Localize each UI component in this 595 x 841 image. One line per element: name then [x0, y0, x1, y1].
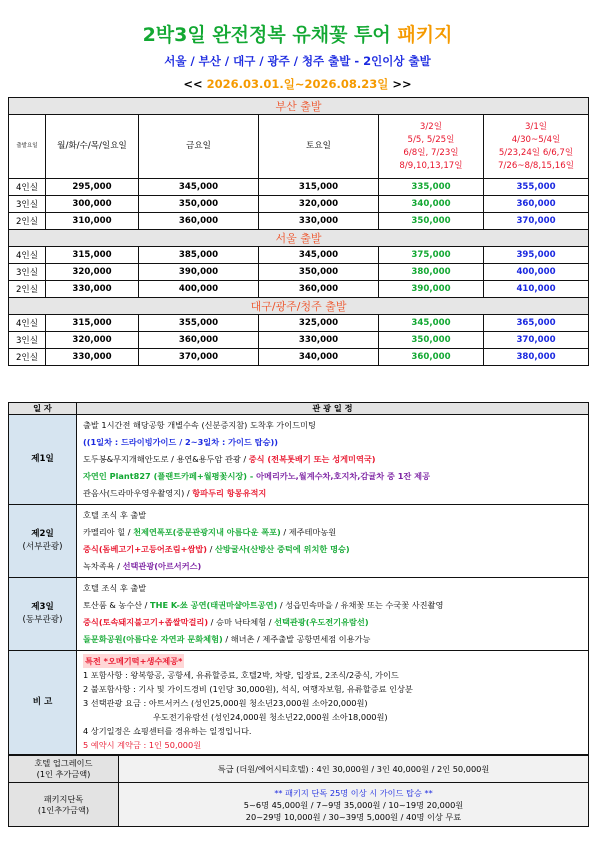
price-cell: 350,000	[259, 264, 379, 281]
price-cell: 380,000	[379, 264, 484, 281]
day1-line: 출발 1시간전 해당공항 개별수속 (신분증지참) 도착후 가이드미팅	[83, 420, 316, 430]
package-private-price	[119, 783, 589, 827]
dates-close: >>	[392, 77, 412, 91]
special-date-line: 7/26~8/8,15,16일	[498, 160, 574, 171]
special-date-line: 3/2일	[419, 121, 443, 132]
price-cell: 355,000	[139, 315, 259, 332]
price-row	[9, 332, 589, 349]
page-title	[0, 20, 595, 47]
hotel-upgrade-label: 호텔 업그레이드 (1인 추가금액)	[9, 756, 119, 783]
price-cell: 360,000	[139, 332, 259, 349]
price-cell: 395,000	[484, 247, 589, 264]
price-cell: 365,000	[484, 315, 589, 332]
special-date-line: 3/1일	[524, 121, 548, 132]
price-cell: 355,000	[484, 179, 589, 196]
note-line: 1 포함사항 : 왕복항공, 공항세, 유류할증료, 호텔2박, 차량, 입장료, 2조식/2중식, 가이드	[83, 669, 399, 680]
price-cell: 370,000	[484, 332, 589, 349]
day3-line: 호텔 조식 후 출발	[83, 583, 147, 593]
room-type: 3인실	[9, 332, 46, 349]
special-date-line: 8/9,10,13,17일	[399, 160, 463, 171]
room-type: 2인실	[9, 213, 46, 230]
price-cell: 310,000	[46, 213, 139, 230]
price-cell: 325,000	[259, 315, 379, 332]
price-cell: 375,000	[379, 247, 484, 264]
note-line: 3 선택관광 요금 : 아트서커스 (성인25,000원 청소년23,000원 소아20,000원)	[83, 697, 368, 708]
price-cell: 320,000	[46, 264, 139, 281]
day1-line: 자연인 Plant827 (플랜트카페+월평꽃시장) - 아메리카노,월계수차,호지차,감귤차 중 1잔 제공	[83, 471, 430, 481]
day2-plan	[77, 505, 589, 578]
day1-plan	[77, 415, 589, 505]
price-cell: 360,000	[379, 349, 484, 366]
package-private-label: 패키지단독 (1인추가금액)	[9, 783, 119, 827]
price-cell: 315,000	[259, 179, 379, 196]
room-type: 2인실	[9, 349, 46, 366]
price-cell: 330,000	[259, 213, 379, 230]
section-header: 부산 출발	[9, 98, 589, 115]
special-offer-badge: 특전 *오메기떡+생수제공*	[85, 655, 183, 666]
day1-label: 제1일	[9, 415, 77, 505]
title-package: 패키지	[397, 24, 453, 46]
room-type: 3인실	[9, 196, 46, 213]
price-cell: 320,000	[259, 196, 379, 213]
price-cell: 400,000	[139, 281, 259, 298]
day2-label: 제2일 (서부관광)	[9, 505, 77, 578]
dates-range: 2026.03.01.일~2026.08.23일	[206, 77, 389, 91]
notes-content	[77, 651, 589, 755]
price-cell: 330,000	[259, 332, 379, 349]
special-date-line: 5/5, 5/25일	[407, 134, 455, 145]
day3-line: 토산품 & 농수산 / THE K-쑈 공연(태권마샬아트공연) / 성읍민속마을 / 유채꽃 또는 수국꽃 사진촬영	[83, 600, 444, 610]
room-type: 4인실	[9, 315, 46, 332]
column-header: 토요일	[259, 115, 379, 179]
day-column-header: 일 자	[9, 403, 77, 415]
price-cell: 385,000	[139, 247, 259, 264]
price-cell: 380,000	[484, 349, 589, 366]
note-line: 우도전기유람선 (성인24,000원 청소년22,000원 소아18,000원)	[153, 711, 388, 722]
plan-column-header: 관 광 일 정	[77, 403, 589, 415]
column-header: 월/화/수/목/일요일	[46, 115, 139, 179]
hotel-upgrade-price: 특급 (더원/에어시티호텔) : 4인 30,000원 / 3인 40,000원 / 2인 50,000원	[119, 756, 589, 783]
day2-line: 호텔 조식 후 출발	[83, 510, 147, 520]
price-row	[9, 281, 589, 298]
day1-line: 도두봉&무지개해안도로 / 용연&용두암 관광 / 중식 (전복톳배기 또는 성게미역국)	[83, 454, 376, 464]
price-cell: 300,000	[46, 196, 139, 213]
day1-line: ((1일차 : 드라이빙가이드 / 2~3일차 : 가이드 탑승))	[83, 437, 278, 447]
price-cell: 350,000	[379, 213, 484, 230]
price-cell: 345,000	[259, 247, 379, 264]
price-cell: 295,000	[46, 179, 139, 196]
price-cell: 320,000	[46, 332, 139, 349]
price-cell: 330,000	[46, 349, 139, 366]
special-dates-header	[379, 115, 484, 179]
room-type: 4인실	[9, 247, 46, 264]
price-cell: 315,000	[46, 315, 139, 332]
price-cell: 335,000	[379, 179, 484, 196]
price-cell: 360,000	[139, 213, 259, 230]
price-table	[8, 97, 589, 366]
special-date-line: 6/8일, 7/23일	[403, 147, 459, 158]
notes-label: 비 고	[9, 651, 77, 755]
price-cell: 315,000	[46, 247, 139, 264]
price-cell: 330,000	[46, 281, 139, 298]
price-row	[9, 264, 589, 281]
title-main: 2박3일 완전정복 유채꽃 투어	[142, 24, 391, 46]
price-row	[9, 196, 589, 213]
price-cell: 350,000	[379, 332, 484, 349]
day2-line: 카멜리아 힐 / 천제연폭포(중문관광지내 아름다운 폭포) / 제주테마농원	[83, 527, 337, 537]
dates-open: <<	[183, 77, 203, 91]
day2-line: 녹차족욕 / 선택관광(아르서커스)	[83, 561, 202, 571]
price-row	[9, 247, 589, 264]
day3-plan	[77, 578, 589, 651]
special-dates-header	[484, 115, 589, 179]
day3-label: 제3일 (동부관광)	[9, 578, 77, 651]
day3-line: 돌문화공원(아름다운 자연과 문화체험) / 해녀촌 / 제주출발 공항면세점 이용가능	[83, 634, 371, 644]
note-line: 2 불포함사항 : 기사 및 가이드경비 (1인당 30,000원), 석식, 여행자보험, 유류할증료 인상분	[83, 683, 413, 694]
package-guide-note: ** 패키지 단독 25명 이상 시 가이드 탑승 **	[274, 787, 433, 798]
itinerary-table	[8, 402, 589, 755]
room-type: 3인실	[9, 264, 46, 281]
departure-cities: 서울 / 부산 / 대구 / 광주 / 청주 출발 - 2인이상 출발	[164, 54, 431, 68]
price-cell: 390,000	[139, 264, 259, 281]
note-line: 4 상기일정은 쇼핑센터를 경유하는 일정입니다.	[83, 725, 252, 736]
deposit-note: 5 예약시 계약금 : 1인 50,000원	[83, 739, 202, 750]
column-header: 금요일	[139, 115, 259, 179]
room-type: 4인실	[9, 179, 46, 196]
price-cell: 370,000	[139, 349, 259, 366]
price-cell: 345,000	[379, 315, 484, 332]
price-row	[9, 213, 589, 230]
special-date-line: 5/23,24일 6/6,7일	[498, 147, 574, 158]
price-cell: 360,000	[259, 281, 379, 298]
extras-table	[8, 755, 589, 827]
room-type: 2인실	[9, 281, 46, 298]
price-row	[9, 349, 589, 366]
price-cell: 410,000	[484, 281, 589, 298]
price-cell: 400,000	[484, 264, 589, 281]
day2-line: 중식(돔베고기+고등어조림+쌈밥) / 산방굴사(산방산 중턱에 위치한 명승)	[83, 544, 350, 554]
tour-period	[0, 76, 595, 92]
section-header: 서울 출발	[9, 230, 589, 247]
package-price-line: 20~29명 10,000원 / 30~39명 5,000원 / 40명 이상 무료	[245, 811, 462, 822]
price-cell: 345,000	[139, 179, 259, 196]
special-date-line: 4/30~5/4일	[511, 134, 561, 145]
price-cell: 370,000	[484, 213, 589, 230]
package-price-line: 5~6명 45,000원 / 7~9명 35,000원 / 10~19명 20,000원	[243, 799, 464, 810]
departure-day-label: 출발요일	[9, 115, 46, 179]
day1-line: 관음사(드라마우영우촬영지) / 항파두리 항몽유적지	[83, 488, 267, 498]
price-row	[9, 179, 589, 196]
price-cell: 350,000	[139, 196, 259, 213]
price-cell: 360,000	[484, 196, 589, 213]
price-cell: 340,000	[379, 196, 484, 213]
price-cell: 390,000	[379, 281, 484, 298]
day3-line: 중식(토속돼지불고기+좁쌀막걸리) / 승마 낙타체험 / 선택관광(우도전기유람선)	[83, 617, 369, 627]
price-cell: 340,000	[259, 349, 379, 366]
section-header: 대구/광주/청주 출발	[9, 298, 589, 315]
price-row	[9, 315, 589, 332]
